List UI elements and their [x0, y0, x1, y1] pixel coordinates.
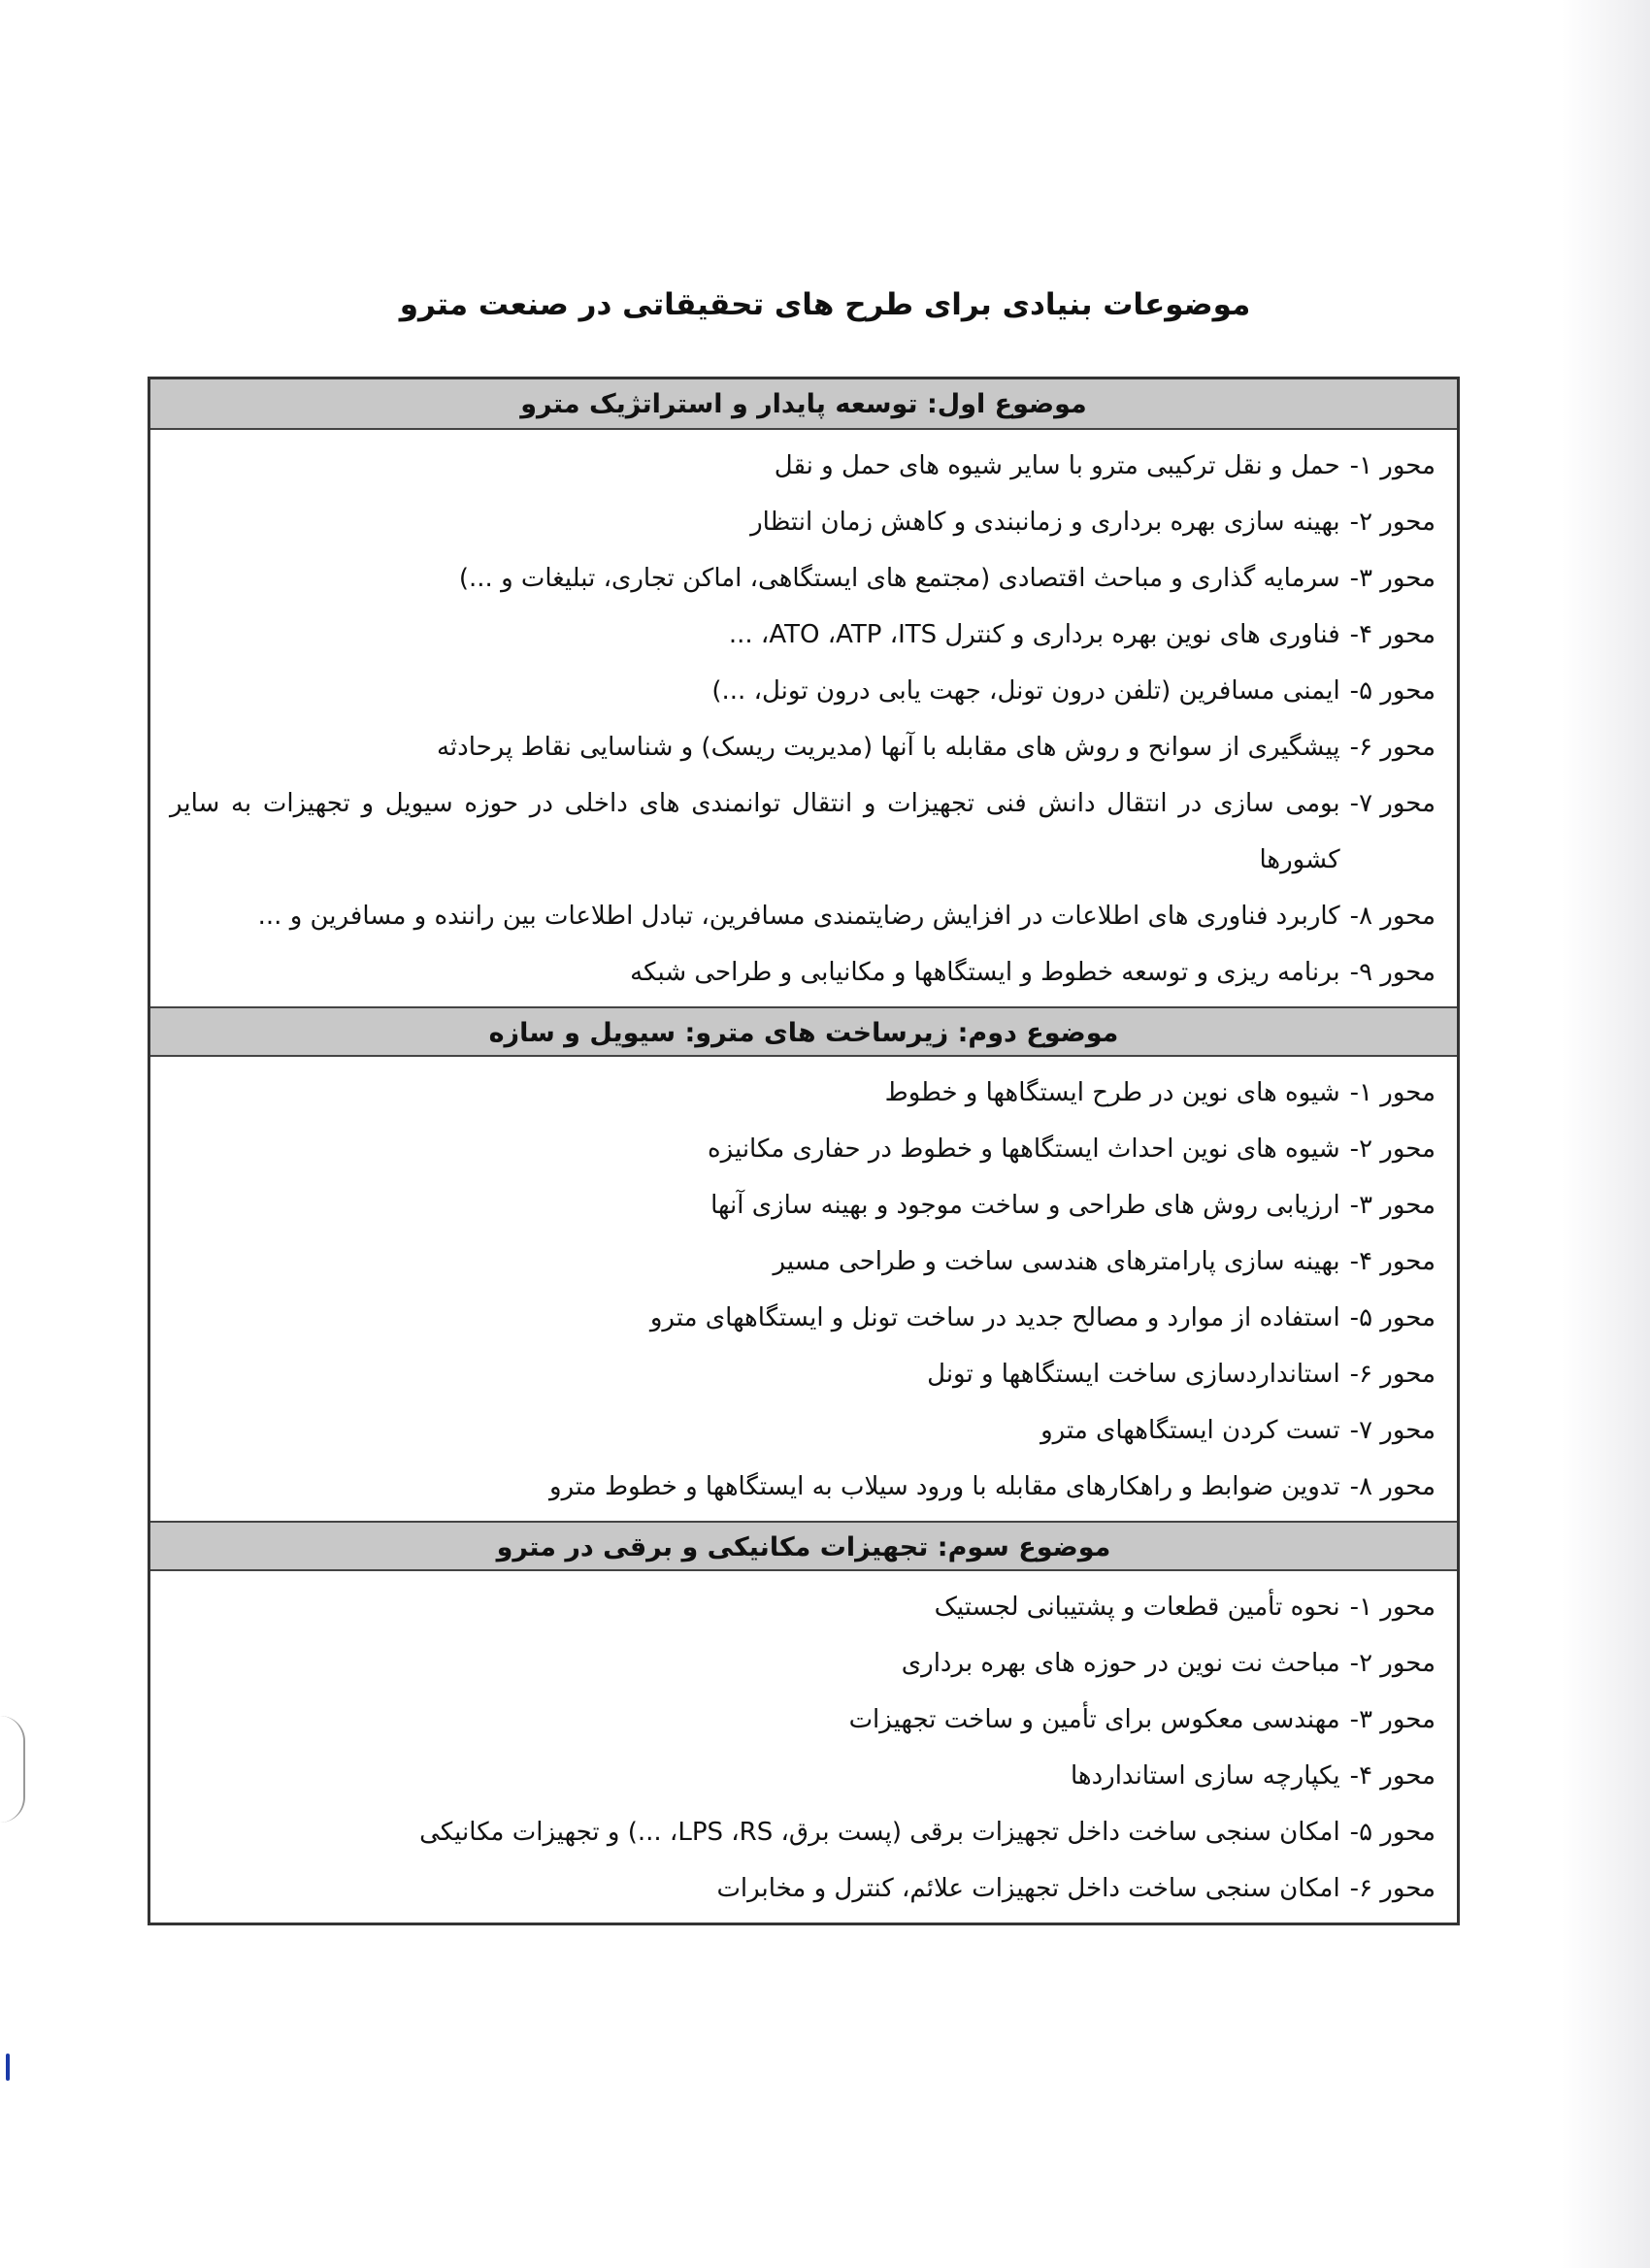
- item-text: پیشگیری از سوانح و روش های مقابله با آنها (مدیریت ریسک) و شناسایی نقاط پرحادثه: [436, 733, 1340, 762]
- list-item: [150, 944, 1457, 1001]
- list-item: [150, 1459, 1457, 1515]
- item-text: برنامه ریزی و توسعه خطوط و ایستگاهها و مکانیابی و طراحی شبکه: [630, 958, 1340, 987]
- item-label: محور ۶-: [1349, 1874, 1436, 1903]
- topic-items: [150, 1057, 1457, 1521]
- item-label: محور ۴-: [1349, 1761, 1436, 1791]
- item-text: مهندسی معکوس برای تأمین و ساخت تجهیزات: [848, 1705, 1340, 1734]
- item-label: محور ۵-: [1349, 676, 1436, 706]
- list-item: [150, 607, 1457, 663]
- item-label: محور ۲-: [1349, 1649, 1436, 1678]
- item-label: محور ۱-: [1349, 451, 1436, 480]
- item-text: شیوه های نوین در طرح ایستگاهها و خطوط: [884, 1078, 1340, 1107]
- item-label: محور ۴-: [1349, 1247, 1436, 1276]
- list-item: [150, 719, 1457, 775]
- item-text: بهینه سازی پارامترهای هندسی ساخت و طراحی مسیر: [773, 1247, 1340, 1276]
- list-item: [150, 1065, 1457, 1121]
- item-label: محور ۲-: [1349, 508, 1436, 537]
- item-text: امکان سنجی ساخت داخل تجهیزات علائم، کنترل و مخابرات: [716, 1874, 1340, 1903]
- item-text: یکپارچه سازی استانداردها: [1070, 1761, 1340, 1791]
- item-label: محور ۳-: [1349, 1705, 1436, 1734]
- item-text: کاربرد فناوری های اطلاعات در افزایش رضایتمندی مسافرین، تبادل اطلاعات بین راننده و مسافرین و ...: [257, 902, 1340, 931]
- list-item: [150, 1346, 1457, 1402]
- item-label: محور ۳-: [1349, 564, 1436, 593]
- list-item: [150, 550, 1457, 607]
- list-item: [150, 1579, 1457, 1635]
- item-text: ایمنی مسافرین (تلفن درون تونل، جهت یابی درون تونل، ...): [711, 676, 1340, 706]
- list-item: [150, 1748, 1457, 1804]
- list-item: [150, 663, 1457, 719]
- topic-header: موضوع اول: توسعه پایدار و استراتژیک مترو: [150, 379, 1457, 430]
- list-item: [150, 1121, 1457, 1177]
- item-text: تدوین ضوابط و راهکارهای مقابله با ورود سیلاب به ایستگاهها و خطوط مترو: [549, 1472, 1340, 1501]
- item-text: حمل و نقل ترکیبی مترو با سایر شیوه های حمل و نقل: [774, 451, 1340, 480]
- page-title: موضوعات بنیادی برای طرح های تحقیقاتی در صنعت مترو: [399, 287, 1251, 322]
- item-label: محور ۴-: [1349, 620, 1436, 649]
- item-label: محور ۶-: [1349, 733, 1436, 762]
- list-item: [150, 1635, 1457, 1692]
- item-label: محور ۶-: [1349, 1360, 1436, 1389]
- item-text: سرمایه گذاری و مباحث اقتصادی (مجتمع های ایستگاهی، اماکن تجاری، تبلیغات و ...): [458, 564, 1340, 593]
- list-item: [150, 775, 1457, 888]
- item-text: بومی سازی در انتقال دانش فنی تجهیزات و انتقال توانمندی های داخلی در حوزه سیویل و تجهیزات به سایر کشورها: [170, 789, 1340, 874]
- list-item: [150, 494, 1457, 550]
- item-label: محور ۲-: [1349, 1134, 1436, 1164]
- topic-header: موضوع دوم: زیرساخت های مترو: سیویل و سازه: [150, 1006, 1457, 1057]
- list-item: [150, 438, 1457, 494]
- list-item: [150, 1233, 1457, 1290]
- item-label: محور ۹-: [1349, 958, 1436, 987]
- list-item: [150, 888, 1457, 944]
- ink-mark: [6, 2054, 10, 2081]
- topics-table: [148, 377, 1460, 1925]
- list-item: [150, 1402, 1457, 1459]
- list-item: [150, 1860, 1457, 1917]
- item-text: مباحث نت نوین در حوزه های بهره برداری: [901, 1649, 1340, 1678]
- item-label: محور ۱-: [1349, 1593, 1436, 1622]
- item-label: محور ۸-: [1349, 1472, 1436, 1501]
- item-text: تست کردن ایستگاههای مترو: [1040, 1416, 1340, 1445]
- item-label: محور ۳-: [1349, 1191, 1436, 1220]
- item-label: محور ۷-: [1349, 1416, 1436, 1445]
- scan-shadow: [1524, 0, 1650, 2268]
- item-text: امکان سنجی ساخت داخل تجهیزات برقی (پست برق، LPS ،RS، ...) و تجهیزات مکانیکی: [419, 1818, 1340, 1847]
- item-text: فناوری های نوین بهره برداری و کنترل ATO ،ATP ،ITS، ...: [728, 620, 1340, 649]
- item-text: ارزیابی روش های طراحی و ساخت موجود و بهینه سازی آنها: [710, 1191, 1340, 1220]
- topic-header: موضوع سوم: تجهیزات مکانیکی و برقی در مترو: [150, 1521, 1457, 1571]
- topic-items: [150, 1571, 1457, 1923]
- item-label: محور ۱-: [1349, 1078, 1436, 1107]
- item-text: استانداردسازی ساخت ایستگاهها و تونل: [927, 1360, 1340, 1389]
- item-text: نحوه تأمین قطعات و پشتیبانی لجستیک: [934, 1593, 1340, 1622]
- list-item: [150, 1804, 1457, 1860]
- list-item: [150, 1177, 1457, 1233]
- item-label: محور ۷-: [1349, 789, 1436, 818]
- item-label: محور ۵-: [1349, 1303, 1436, 1332]
- list-item: [150, 1692, 1457, 1748]
- topic-items: [150, 430, 1457, 1006]
- item-text: بهینه سازی بهره برداری و زمانبندی و کاهش زمان انتظار: [750, 508, 1340, 537]
- item-label: محور ۵-: [1349, 1818, 1436, 1847]
- scan-margin-mark: [0, 1716, 25, 1823]
- item-text: استفاده از موارد و مصالح جدید در ساخت تونل و ایستگاههای مترو: [649, 1303, 1340, 1332]
- item-text: شیوه های نوین احداث ایستگاهها و خطوط در حفاری مکانیزه: [708, 1134, 1340, 1164]
- list-item: [150, 1290, 1457, 1346]
- item-label: محور ۸-: [1349, 902, 1436, 931]
